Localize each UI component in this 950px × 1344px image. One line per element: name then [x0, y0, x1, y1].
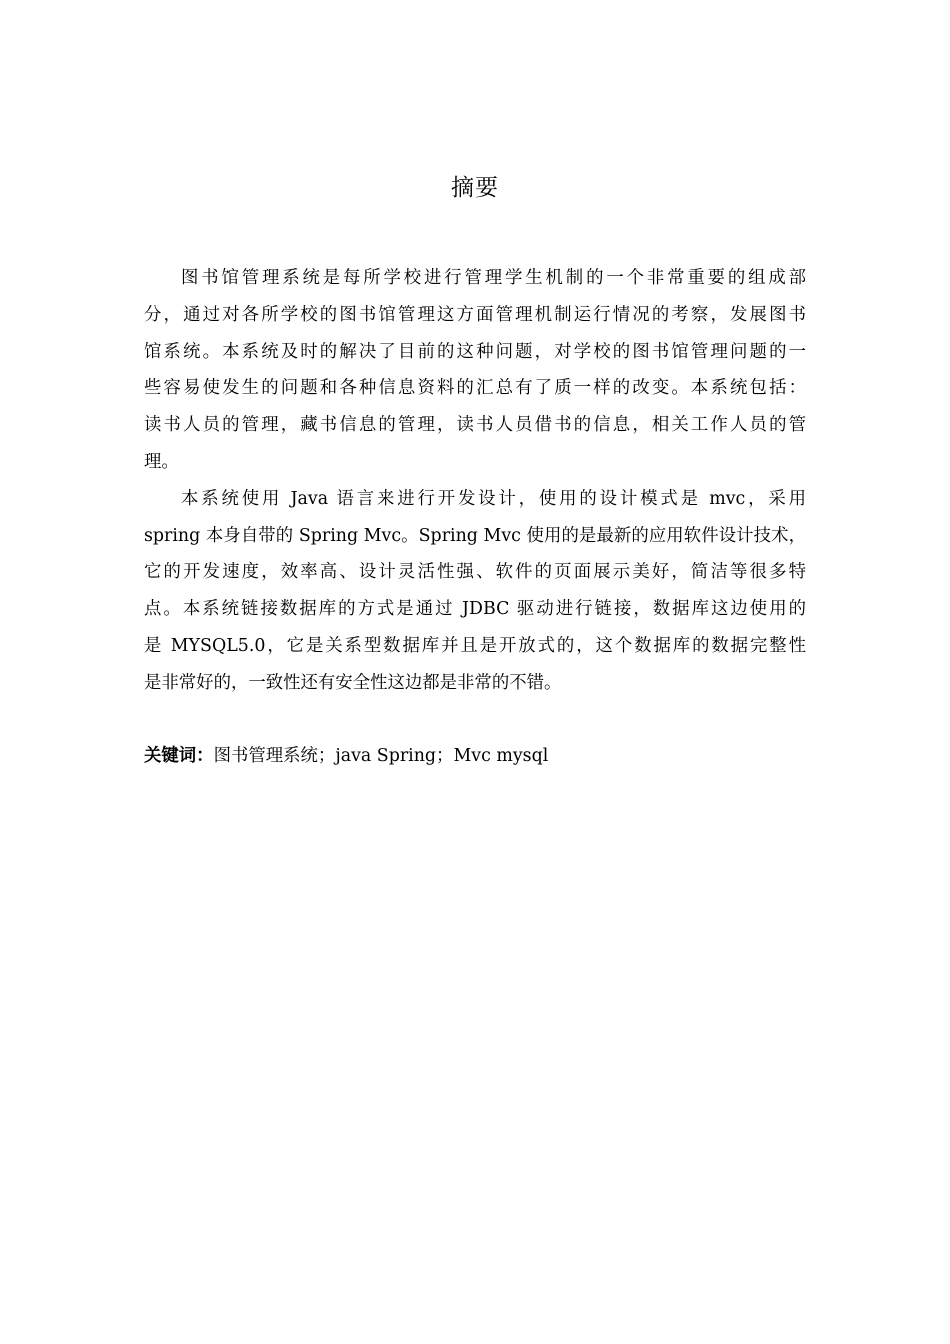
paragraph-1-line-4: 些容易使发生的问题和各种信息资料的汇总有了质一样的改变。本系统包括：: [144, 378, 806, 399]
paragraph-2-line-2: spring 本身自带的 Spring Mvc。Spring Mvc 使用的是最新的应用软件设计技术，: [144, 525, 806, 546]
paragraph-1-line-3: 馆系统。本系统及时的解决了目前的这种问题，对学校的图书馆管理问题的一: [144, 341, 806, 362]
keywords-label: 关键词：: [144, 746, 214, 766]
paragraph-2-line-6: 是非常好的，一致性还有安全性这边都是非常的不错。: [144, 672, 562, 693]
paragraph-1-line-1: 图书馆管理系统是每所学校进行管理学生机制的一个非常重要的组成部: [181, 268, 806, 288]
keywords-line: [144, 741, 548, 771]
paragraph-2-line-1: 本系统使用 Java 语言来进行开发设计，使用的设计模式是 mvc，采用: [181, 488, 806, 509]
paragraph-1-line-6: 理。: [144, 451, 179, 472]
abstract-body: [144, 260, 806, 702]
paragraph-2-line-5: 是 MYSQL5.0，它是关系型数据库并且是开放式的，这个数据库的数据完整性: [144, 635, 806, 656]
abstract-title: 摘要: [451, 175, 499, 201]
keywords-value: 图书管理系统；java Spring；Mvc mysql: [213, 746, 549, 766]
paragraph-1-line-2: 分，通过对各所学校的图书馆管理这方面管理机制运行情况的考察，发展图书: [144, 304, 806, 325]
paragraph-2-line-4: 点。本系统链接数据库的方式是通过 JDBC 驱动进行链接，数据库这边使用的: [144, 599, 806, 620]
paragraph-1-line-5: 读书人员的管理，藏书信息的管理，读书人员借书的信息，相关工作人员的管: [144, 415, 806, 436]
paragraph-2-line-3: 它的开发速度，效率高、设计灵活性强、软件的页面展示美好，简洁等很多特: [144, 562, 806, 583]
